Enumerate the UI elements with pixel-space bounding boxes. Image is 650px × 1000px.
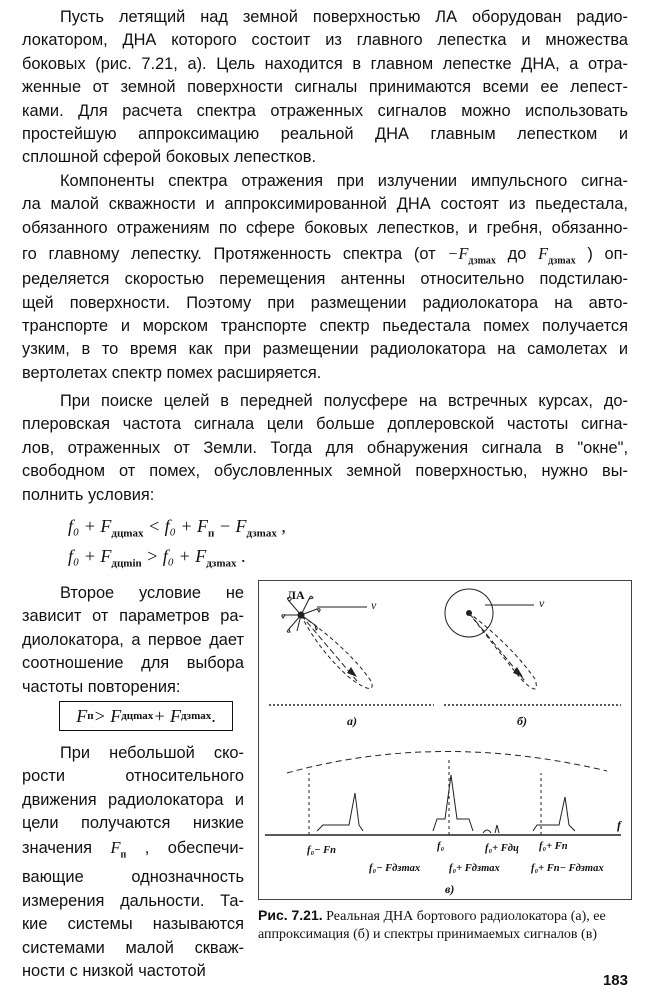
text-line: вертолетах спектр помех расширяется. (22, 363, 322, 382)
text-line: транспорте и морском транспорте спектр пьедестала помех получается (22, 317, 628, 336)
inline-formula: $F_п$ (110, 837, 127, 860)
text-line: движения радиолокатора и (22, 790, 244, 809)
text-line: Второе условие не (60, 584, 244, 602)
text-line: локатором, ДНА которого состоит из главного лепестка и множества (22, 31, 628, 50)
label-f: f (617, 818, 621, 832)
figure-drawing (259, 581, 631, 899)
text-line: ла малой скважности и аппроксимированной ДНА состоят из пьедестала, (22, 195, 628, 214)
tick-label: f₀+ Fдзmax (449, 863, 500, 874)
text-fragment: , обеспечи- (144, 838, 244, 857)
tick-label: f₀− Fп (307, 845, 336, 856)
antenna-pattern-real (282, 596, 372, 688)
text-line: Компоненты спектра отражения при излучении импульсного сигна- (60, 172, 628, 190)
text-line-with-formula (22, 836, 244, 867)
label-b: б) (517, 714, 527, 728)
paragraph-2 (22, 170, 628, 385)
text-line-with-formula (22, 240, 628, 268)
text-line: лов, отраженных от Земли. Тогда для обнаружения сигнала в "окне", (22, 438, 628, 457)
text-line: При небольшой ско- (60, 744, 244, 762)
paragraph-1 (22, 6, 628, 170)
figure-7-21 (258, 580, 632, 900)
tick-label: f₀− Fдзmax (369, 863, 421, 874)
figure-caption (258, 906, 630, 944)
text-line: вающие однозначность (22, 868, 244, 887)
label-v2: v (539, 596, 545, 610)
text-line: При поиске целей в передней полусфере на встречных курсах, до- (60, 392, 628, 410)
text-line: полнить условия: (22, 485, 155, 504)
text-line: щей поверхности. Поэтому при размещении радиолокатора на авто- (22, 293, 628, 312)
spectrum-plot (265, 751, 621, 835)
formula-condition-2: $f_0 + F_{дцmin} > f_0 + F_{дзmax}$ . (68, 546, 246, 570)
inline-formula: $-F_{дзmax}$ (447, 244, 496, 267)
caption-label: Рис. 7.21. (258, 907, 323, 923)
text-fragment: го главному лепестку. Протяженность спектра (от (22, 245, 436, 264)
paragraph-3 (22, 390, 628, 507)
side-paragraph-2 (22, 742, 244, 983)
boxed-formula: F п > F дцmax + F дзmax . (59, 701, 233, 731)
formula-condition-1: $f_0 + F_{дцmax} < f_0 + F_п - F_{дзmax}$ , (68, 516, 286, 540)
tick-label: f₀+ Fп (539, 841, 568, 852)
text-line: зависит от параметров ра- (22, 607, 244, 626)
tick-label: f₀+ Fп− Fдзmax (531, 863, 604, 874)
text-line: частоты повторения: (22, 677, 181, 696)
inline-formula: $F_{дзmax}$ (538, 244, 576, 267)
text-line: диолокатора, а первое дает (22, 630, 244, 649)
text-line: обязанного отражениям по сфере боковых лепестков, и гребня, обязанно- (22, 218, 628, 237)
label-c: в) (445, 882, 455, 896)
side-paragraph-1 (22, 582, 244, 699)
text-line: плеровская частота сигнала цели больше доплеровской частоты сигна- (22, 415, 628, 434)
tick-label: f₀ (437, 841, 445, 852)
text-line: кие системы называются (22, 915, 244, 934)
caption-text: Реальная ДНА бортового радиолокатора (а), ее аппроксимация (б) и спектры принимаемых сигналов (в) (258, 909, 606, 942)
text-line: боковых (рис. 7.21, а). Цель находится в главном лепестке ДНА, а отра- (22, 54, 628, 73)
text-line: ками. Для расчета спектра отраженных сигналов можно использовать (22, 101, 628, 120)
text-line: свободном от помех, обусловленных земной поверхностью, нужно вы- (22, 462, 628, 481)
text-line: узким, в то время как при размещении радиолокатора на самолетах и (22, 340, 628, 359)
text-fragment: до (507, 245, 527, 264)
text-line: соотношение для выбора (22, 654, 244, 673)
text-line: ределяется скоростью перемещения антенны относительно подстилаю- (22, 270, 628, 289)
label-a: а) (347, 714, 357, 728)
antenna-pattern-approx (445, 589, 536, 689)
text-line: простейшую аппроксимацию реальной ДНА главным лепестком и (22, 125, 628, 144)
tick-label: f₀+ Fдц (485, 843, 519, 854)
label-v1: v (371, 598, 377, 612)
text-line: сплошной сферой боковых лепестков. (22, 148, 317, 167)
text-line: системами малой скваж- (22, 938, 244, 957)
text-line: цели получаются низкие (22, 814, 244, 833)
text-fragment: ) оп- (587, 245, 629, 264)
text-fragment: значения (22, 838, 93, 857)
text-line: Пусть летящий над земной поверхностью ЛА оборудован радио- (60, 8, 628, 26)
arrow-icon (347, 667, 357, 677)
text-line: женные от земной поверхности сигналы принимаются всеми ее лепест- (22, 78, 628, 97)
label-la: ЛА (287, 588, 305, 602)
text-line: измерения дальности. Та- (22, 891, 244, 910)
text-line: ности с низкой частотой (22, 961, 206, 980)
page-number: 183 (602, 972, 628, 989)
text-line: рости относительного (22, 767, 244, 786)
